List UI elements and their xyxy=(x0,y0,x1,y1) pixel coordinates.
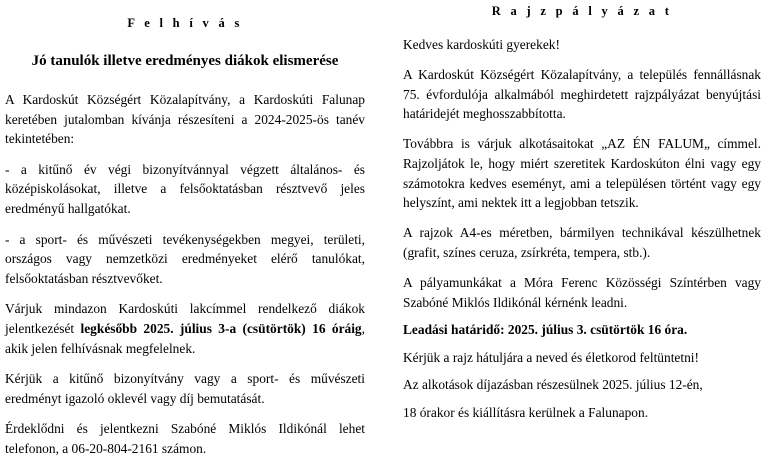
contest-backside-note: Kérjük a rajz hátuljára a neved és életkorod feltüntetni! xyxy=(403,349,699,365)
deadline-text-before: Várjuk mindazon Kardoskúti lakcímmel rendelkező diákok jelentkezését xyxy=(5,301,365,336)
deadline-text-after: , akik jelen felhívásnak megfelelnek. xyxy=(5,320,365,356)
announcement-deadline xyxy=(5,299,365,358)
announcement-point-grades: - a kitűnő év végi bizonyítvánnyal végzett általános- és középiskolásokat, illetve a felsőoktatásban résztvevő jeles eredményű hallgatókat. xyxy=(5,161,365,216)
announcement-column xyxy=(5,0,365,461)
announcement-heading: F e l h í v á s xyxy=(127,16,243,30)
announcement-proof: Kérjük a kitűnő bizonyítvány vagy a sport- és művészeti eredményt igazoló oklevél vagy díj bemutatását. xyxy=(5,371,365,406)
contest-deadline xyxy=(403,320,761,340)
announcement-point-sport-art: - a sport- és művészeti tevékenységekben megyei, területi, országos vagy nemzetközi eredményeket elérő tanulókat, felsőoktatásban résztvevőket. xyxy=(5,231,365,286)
drawing-contest-column xyxy=(403,0,761,461)
contest-theme: Továbbra is várjuk alkotásaitokat „AZ ÉN FALUM„ címmel. Rajzoljátok le, hogy miért szeretitek Kardoskúton élni vagy egy számotokra kedves eseményt, ami a településen történt vagy egy helyszínt, ami nektek itt a legjobban tetszik. xyxy=(403,136,761,211)
contest-heading: R a j z p á l y á z a t xyxy=(491,4,673,18)
announcement-intro: A Kardoskút Községért Közalapítvány, a Kardoskúti Falunap keretében jutalomban kívánja részesíteni a 2024-2025-ös tanév tekintetében: xyxy=(5,92,365,147)
contest-deadline-bold: Leadási határidő: 2025. július 3. csütörtök 16 óra. xyxy=(403,322,688,338)
contest-extension: A Kardoskút Községért Közalapítvány, a település fennállásnak 75. évfordulója alkalmából meghirdetett rajzpályázat benyújtási határidejét meghosszabbította. xyxy=(403,67,761,122)
contest-greeting: Kedves kardoskúti gyerekek! xyxy=(403,37,560,52)
contest-exhibition: 18 órakor és kiállításra kerülnek a Falunapon. xyxy=(403,404,649,420)
announcement-contact: Érdeklődni és jelentkezni Szabóné Miklós Ildikónál lehet telefonon, a 06-20-804-2161 számon. xyxy=(5,421,365,456)
announcement-subtitle: Jó tanulók illetve eredményes diákok elismerése xyxy=(31,53,339,69)
contest-awards: Az alkotások díjazásban részesülnek 2025. július 12-én, xyxy=(403,377,703,393)
deadline-bold: legkésőbb 2025. július 3-a (csütörtök) 16 óráig xyxy=(80,320,362,336)
contest-format: A rajzok A4-es méretben, bármilyen technikával készülhetnek (grafit, színes ceruza, zsírkréta, tempera, stb.). xyxy=(403,225,761,260)
contest-submission: A pályamunkákat a Móra Ferenc Közösségi Színtérben vagy Szabóné Miklós Ildikónál kérnénk leadni. xyxy=(403,274,761,310)
